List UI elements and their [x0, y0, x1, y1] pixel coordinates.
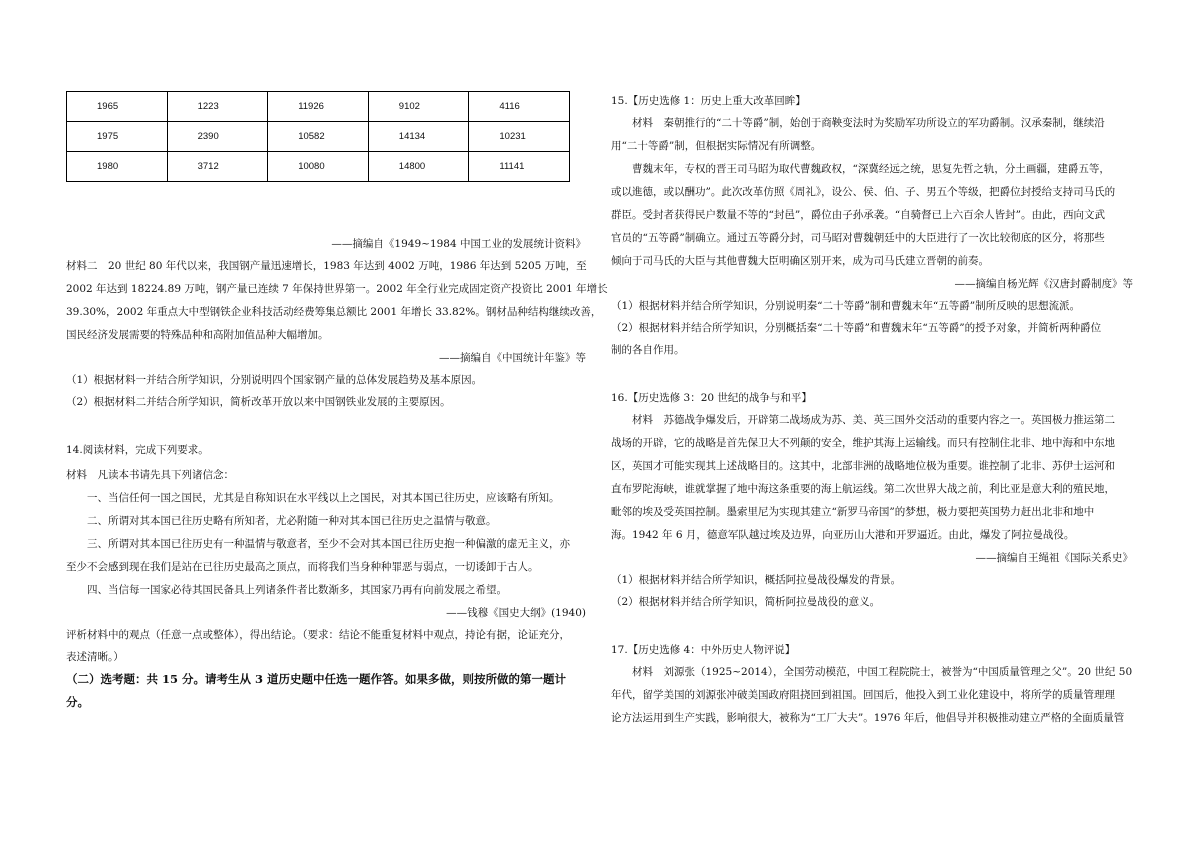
table-cell: 1965 — [67, 92, 168, 122]
table-cell: 10231 — [469, 122, 570, 152]
material-line: 或以進德，或以酬功”。此次改革仿照《周礼》，设公、侯、伯、子、男五个等级，把爵位封授给支持司马氏的 — [611, 186, 1116, 198]
steel-output-table — [66, 91, 570, 182]
table-cell: 10080 — [268, 152, 369, 182]
material-line: 直布罗陀海峡，谁就掌握了地中海这条重要的海上航运线。第二次世界大战之前，利比亚是意大利的殖民地， — [611, 483, 1115, 495]
table-cell: 10582 — [268, 122, 369, 152]
question-line: （1）根据材料并结合所学知识，概括阿拉曼战役爆发的背景。 — [611, 574, 902, 586]
table-row — [67, 122, 570, 152]
table-cell: 14134 — [368, 122, 469, 152]
material-line: 曹魏末年，专权的晋王司马昭为取代曹魏政权，“深冀经远之统，思复先哲之轨，分土画疆，建爵五等， — [632, 163, 1110, 175]
table-cell: 1980 — [67, 152, 168, 182]
source-citation: ——摘编自《1949~1984 中国工业的发展统计资料》 — [331, 238, 586, 250]
question-title: 16.【历史选修 3：20 世纪的战争与和平】 — [611, 392, 812, 404]
source-citation: ——摘编自《中国统计年鉴》等 — [439, 352, 586, 364]
material-line: 2002 年达到 18224.89 万吨，钢产量已连续 7 年保持世界第一。2002 年全行业完成固定资产投资比 2001 年增长 — [66, 283, 608, 295]
table-row — [67, 92, 570, 122]
question-line: （2）根据材料二并结合所学知识，简析改革开放以来中国钢铁业发展的主要原因。 — [66, 396, 451, 408]
material-line: 材料 苏德战争爆发后，开辟第二战场成为苏、美、英三国外交活动的重要内容之一。英国极力推运第二 — [632, 414, 1115, 426]
table-cell: 9102 — [368, 92, 469, 122]
material-line: 用“二十等爵”制，但根据实际情况有所调整。 — [611, 140, 822, 152]
task-line: 表述清晰。） — [66, 651, 124, 663]
material-line: 材料 刘源张（1925~2014），全国劳动模范，中国工程院院士，被誉为“中国质量管理之父”。20 世纪 50 — [632, 666, 1133, 678]
material-line: 年代，留学美国的刘源张冲破美国政府阻挠回到祖国。回国后，他投入到工业化建设中，将所学的质量管理理 — [611, 689, 1115, 701]
section-heading: 分。 — [66, 695, 89, 709]
material-line: 材料 凡读本书请先具下列诸信念： — [66, 469, 234, 481]
material-line: 区，英国才可能实现其上述战略目的。这其中，北部非洲的战略地位极为重要。谁控制了北非、苏伊士运河和 — [611, 460, 1115, 472]
table-cell: 1975 — [67, 122, 168, 152]
question-line: 制的各自作用。 — [611, 344, 685, 356]
material-line: 至少不会感到现在我们是站在已往历史最高之顶点，而将我们当身种种罪恶与弱点，一切诿卸于古人。 — [66, 561, 539, 573]
material-line: 海。1942 年 6 月，德意军队越过埃及边界，向亚历山大港和开罗逼近。由此，爆发了阿拉曼战役。 — [611, 529, 1075, 541]
table-cell: 14800 — [368, 152, 469, 182]
material-line: 材料二 20 世纪 80 年代以来，我国钢产量迅速增长，1983 年达到 4002 万吨，1986 年达到 5205 万吨，至 — [66, 260, 587, 272]
source-citation: ——钱穆《国史大纲》(1940) — [446, 607, 586, 619]
material-line: 四、当信每一国家必待其国民备具上列诸条件者比数渐多，其国家乃再有向前发展之希望。 — [87, 584, 507, 596]
question-line: （1）根据材料并结合所学知识，分别说明秦“二十等爵”制和曹魏末年“五等爵”制所反映的思想流派。 — [611, 300, 1081, 312]
section-heading: （二）选考题：共 15 分。请考生从 3 道历史题中任选一题作答。如果多做，则按所做的第一题计 — [66, 672, 567, 686]
material-line: 一、当信任何一国之国民，尤其是自称知识在水平线以上之国民，对其本国已往历史，应该略有所知。 — [87, 492, 560, 504]
material-line: 三、所谓对其本国已往历史有一种温情与敬意者，至少不会对其本国已往历史抱一种偏激的虚无主义，亦 — [87, 538, 570, 550]
material-line: 论方法运用到生产实践，影响很大，被称为“工厂大夫”。1976 年后，他倡导并积极推动建立严格的全面质量管 — [611, 712, 1125, 724]
question-title: 17.【历史选修 4：中外历史人物评说】 — [611, 644, 796, 656]
material-line: 39.30%，2002 年重点大中型钢铁企业科技活动经费筹集总额比 2001 年增长 33.82%。钢材品种结构继续改善， — [66, 306, 602, 318]
table-cell: 1223 — [167, 92, 268, 122]
material-line: 国民经济发展需要的特殊品种和高附加值品种大幅增加。 — [66, 329, 329, 341]
table-cell: 2390 — [167, 122, 268, 152]
material-line: 二、所谓对其本国已往历史略有所知者，尤必附随一种对其本国已往历史之温情与敬意。 — [87, 515, 497, 527]
question-line: （2）根据材料并结合所学知识，简析阿拉曼战役的意义。 — [611, 596, 881, 608]
material-line: 官员的“五等爵”制确立。通过五等爵分封，司马昭对曹魏朝廷中的大臣进行了一次比较彻底的区分，将那些 — [611, 232, 1105, 244]
table-cell: 11141 — [469, 152, 570, 182]
question-line: （2）根据材料并结合所学知识，分别概括秦“二十等爵”和曹魏末年“五等爵”的授予对象，并简析两种爵位 — [611, 322, 1102, 334]
source-citation: ——摘编自王绳祖《国际关系史》 — [975, 552, 1133, 564]
table-row — [67, 152, 570, 182]
material-line: 毗邻的埃及受英国控制。墨索里尼为实现其建立“新罗马帝国”的梦想，极力要把英国势力赶出北非和地中 — [611, 506, 1095, 518]
source-citation: ——摘编自杨光辉《汉唐封爵制度》等 — [954, 278, 1133, 290]
question-title: 15.【历史选修 1：历史上重大改革回眸】 — [611, 95, 806, 107]
table-cell: 4116 — [469, 92, 570, 122]
material-line: 战场的开辟，它的战略是首先保卫大不列颠的安全，维护其海上运输线。而只有控制住北非、地中海和中东地 — [611, 437, 1115, 449]
table-cell: 11926 — [268, 92, 369, 122]
task-line: 评析材料中的观点（任意一点或整体），得出结论。（要求：结论不能重复材料中观点，持论有据，论证充分， — [66, 629, 570, 641]
question-line: （1）根据材料一并结合所学知识，分别说明四个国家钢产量的总体发展趋势及基本原因。 — [66, 374, 483, 386]
material-line: 材料 秦朝推行的“二十等爵”制，始创于商鞅变法时为奖励军功所设立的军功爵制。汉承秦制，继续沿 — [632, 117, 1105, 129]
material-line: 群臣。受封者获得民户数量不等的“封邑”，爵位由子孙承袭。“自骑督已上六百余人皆封”。由此，西向文武 — [611, 209, 1105, 221]
question-title: 14.阅读材料，完成下列要求。 — [66, 444, 209, 456]
material-line: 倾向于司马氏的大臣与其他曹魏大臣明确区别开来，成为司马氏建立晋朝的前奏。 — [611, 255, 989, 267]
table-cell: 3712 — [167, 152, 268, 182]
